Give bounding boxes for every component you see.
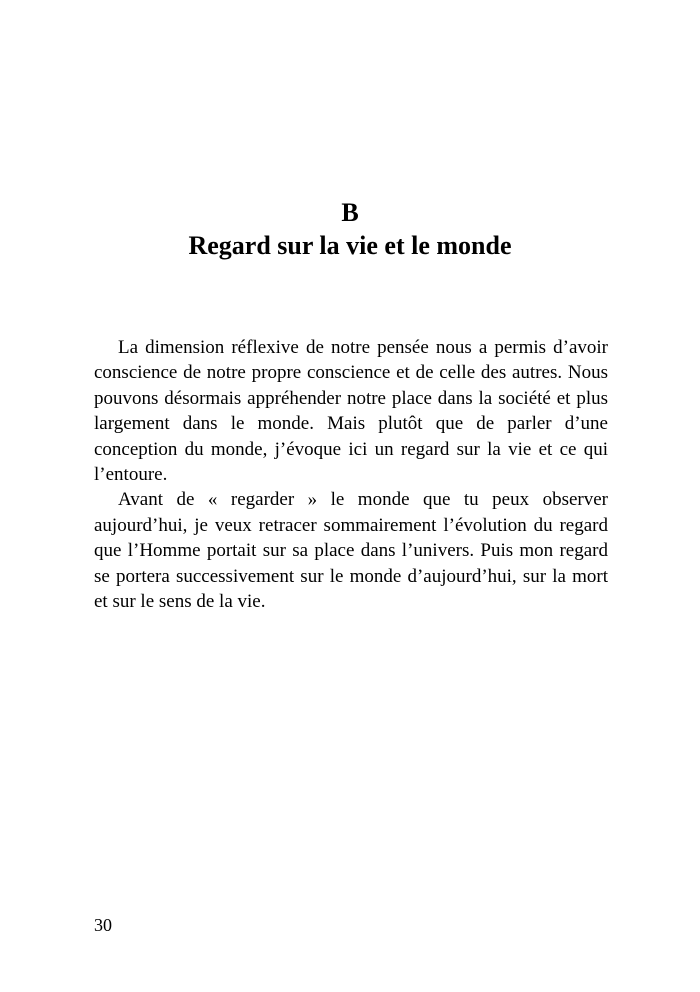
section-letter: B <box>341 198 359 227</box>
page-number: 30 <box>94 915 112 935</box>
paragraph: Avant de « regarder » le monde que tu peux observer aujourd’hui, je veux retracer sommairement l’évolution du regard que l’Homme portait sur sa place dans l’univers. Puis mon regard se portera successivement sur le monde d’aujourd’hui, sur la mort et sur le sens de la vie. <box>94 489 608 613</box>
section-title: Regard sur la vie et le monde <box>188 231 512 260</box>
body-text <box>94 335 608 614</box>
paragraph: La dimension réflexive de notre pensée nous a permis d’avoir conscience de notre propre conscience et de celle des autres. Nous pouvons désormais appréhender notre place dans la société et plus largement dans le monde. Mais plutôt que de parler d’une conception du monde, j’évoque ici un regard sur la vie et ce qui l’entoure. <box>94 337 608 486</box>
